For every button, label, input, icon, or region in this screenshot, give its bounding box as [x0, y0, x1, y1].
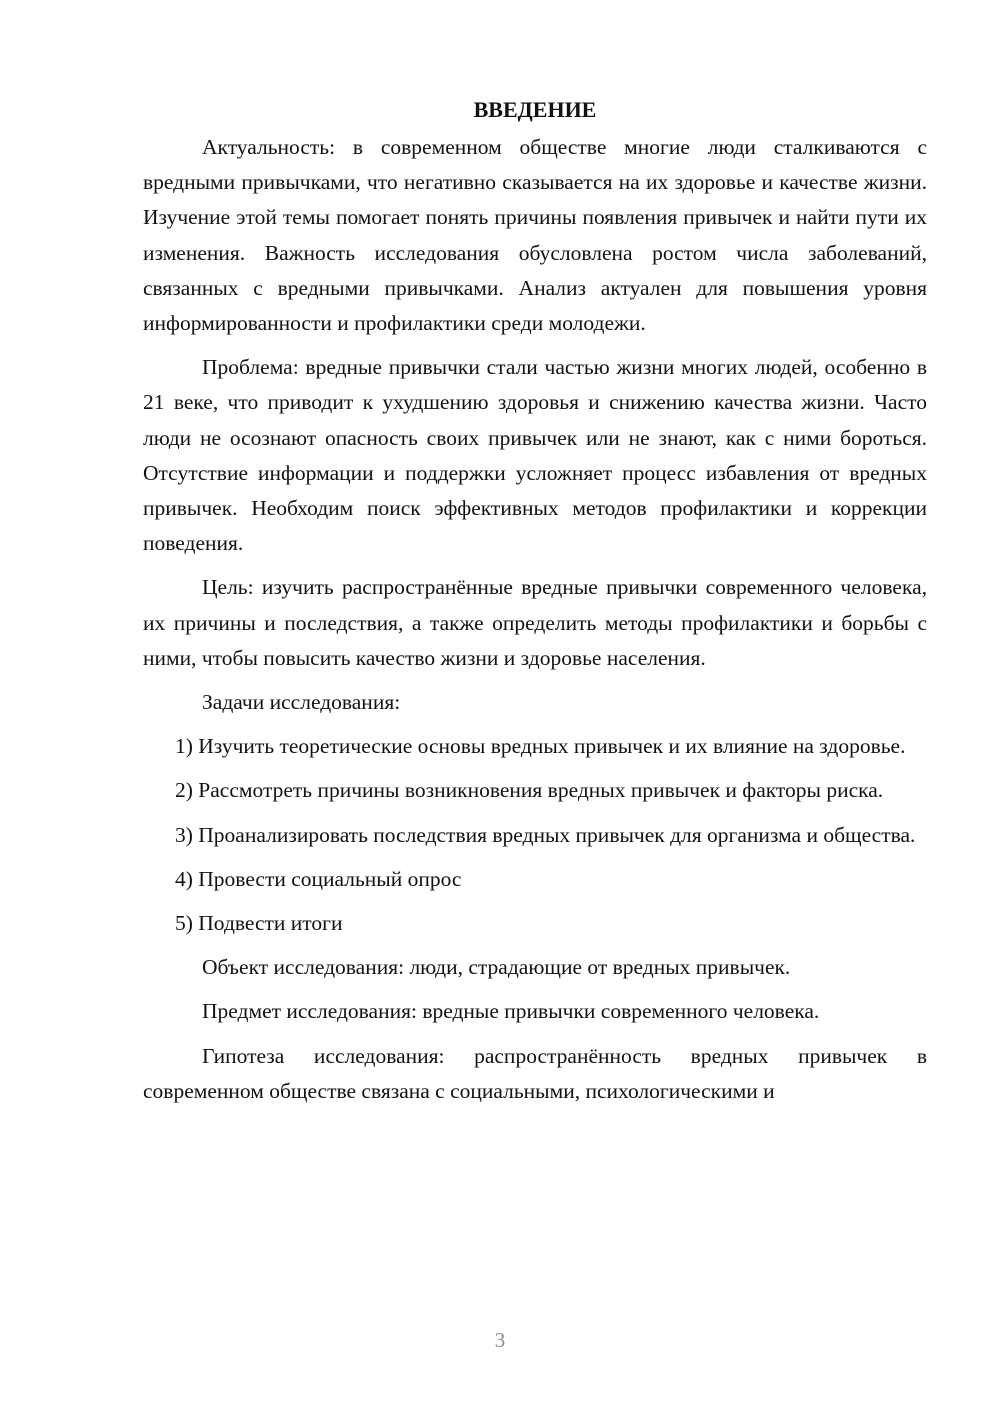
task-item-1: 1) Изучить теоретические основы вредных привычек и их влияние на здоровье. — [175, 734, 906, 759]
task-item-4: 4) Провести социальный опрос — [175, 866, 462, 891]
research-subject: Предмет исследования: вредные привычки современного человека. — [202, 999, 820, 1024]
research-hypothesis: Гипотеза исследования: распространённость вредных привычек в современном обществе связана с социальными, психологическими и — [143, 1043, 927, 1103]
research-object: Объект исследования: люди, страдающие от вредных привычек. — [202, 955, 791, 980]
task-item-5: 5) Подвести итоги — [175, 911, 343, 936]
goal-paragraph: Цель: изучить распространённые вредные привычки современного человека, их причины и последствия, а также определить методы профилактики и борьбы с ними, чтобы повысить качество жизни и здоровье населения. — [143, 575, 927, 670]
relevance-paragraph: Актуальность: в современном обществе многие люди сталкиваются с вредными привычками, что негативно сказывается на их здоровье и качестве жизни. Изучение этой темы помогает понять причины появления привычек и найти пути их изменения. Важность исследования обусловлена ростом числа заболеваний, связанных с вредными привычками. Анализ актуален для повышения уровня информированности и профилактики среди молодежи. — [143, 135, 927, 336]
page-number: 3 — [494, 1328, 506, 1352]
tasks-heading: Задачи исследования: — [202, 690, 401, 715]
section-title: ВВЕДЕНИЕ — [473, 97, 597, 122]
problem-paragraph: Проблема: вредные привычки стали частью жизни многих людей, особенно в 21 веке, что приводит к ухудшению здоровья и снижению качества жизни. Часто люди не осознают опасность своих привычек или не знают, как с ними бороться. Отсутствие информации и поддержки усложняет процесс избавления от вредных привычек. Необходим поиск эффективных методов профилактики и коррекции поведения. — [143, 355, 927, 556]
task-item-3: 3) Проанализировать последствия вредных привычек для организма и общества. — [175, 822, 916, 847]
document-page — [143, 92, 927, 1118]
task-item-2: 2) Рассмотреть причины возникновения вредных привычек и факторы риска. — [175, 778, 884, 803]
